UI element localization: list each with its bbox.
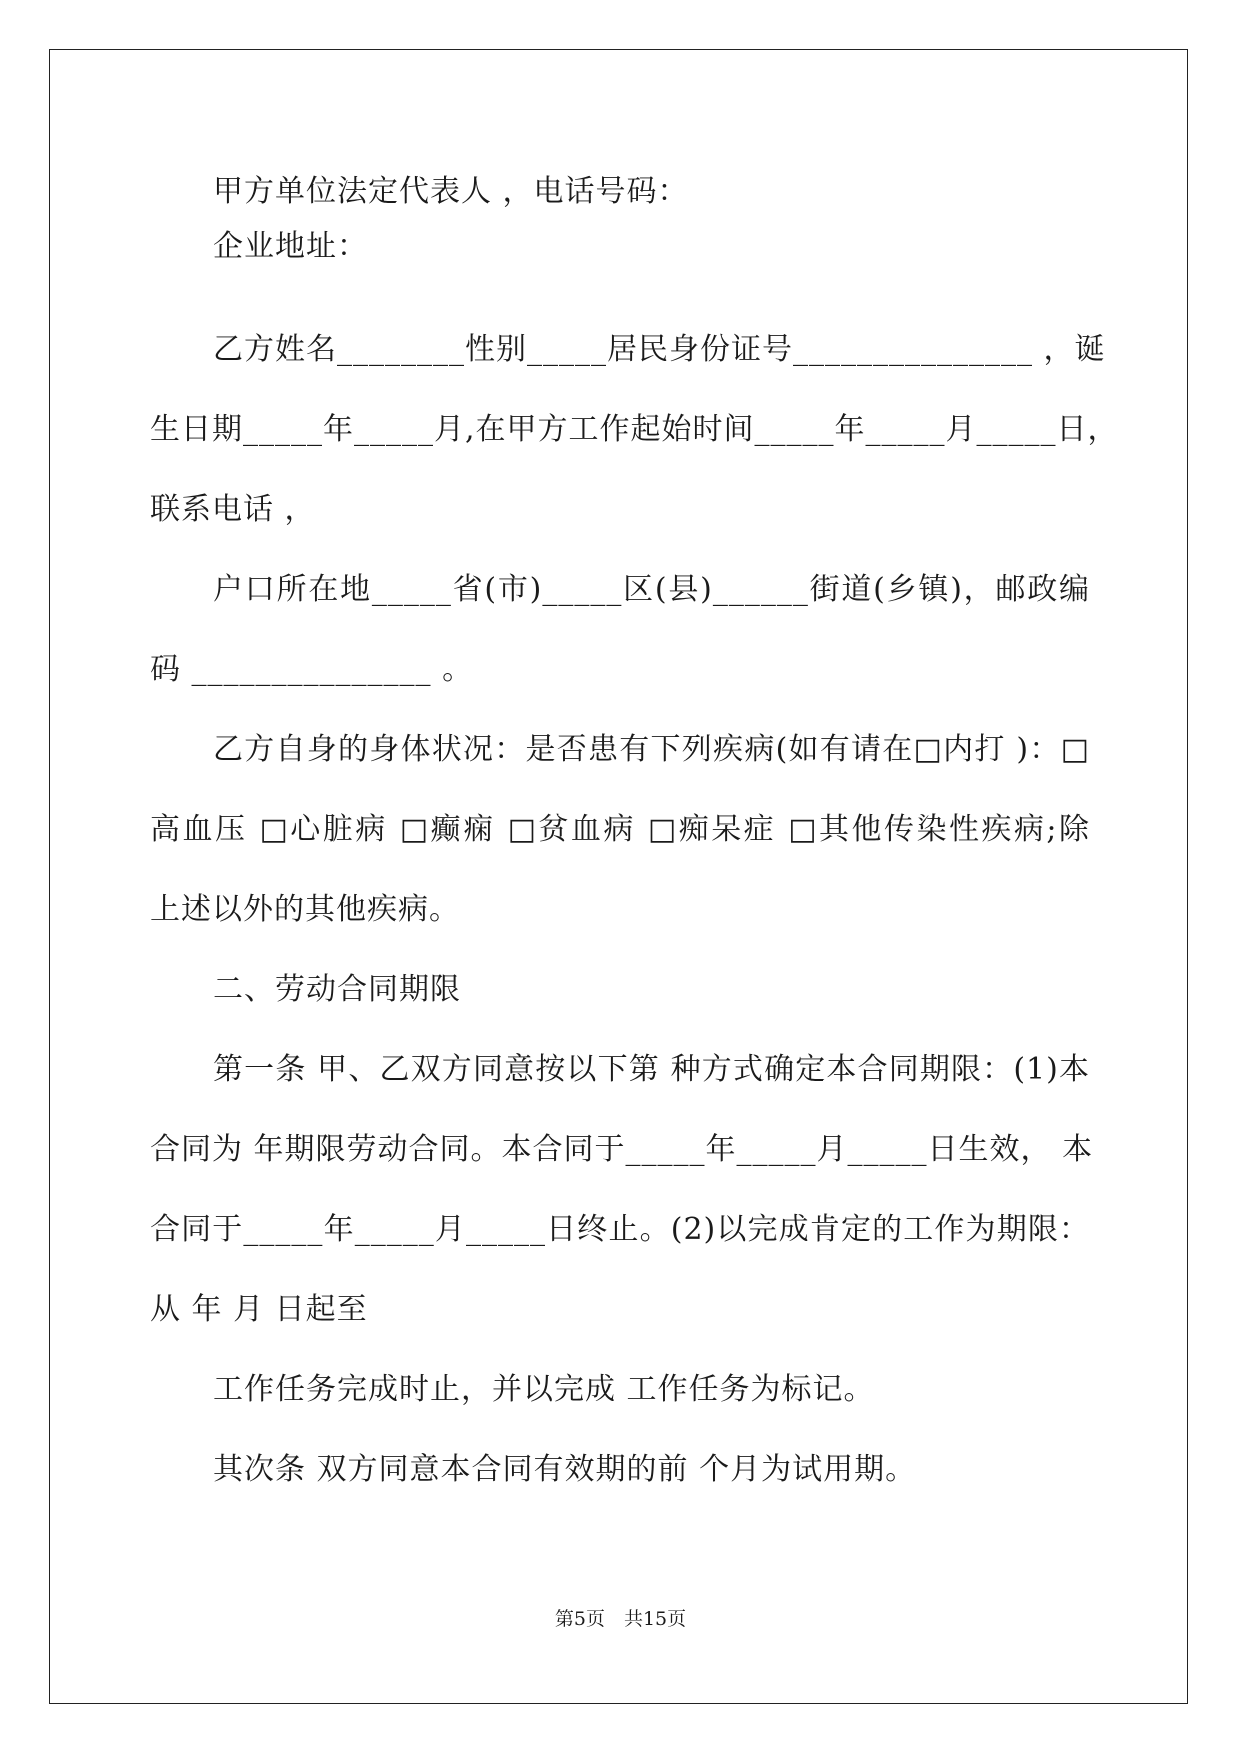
text-line-start-date: 从 年 月 日起至: [150, 1292, 368, 1327]
text-line-party-b-name: 乙方姓名________性别_____居民身份证号_______________ ，诞: [213, 332, 1106, 367]
page-number: 第5页 共15页: [554, 1608, 687, 1630]
text-line-postal-code: 码 _______________ 。: [150, 652, 474, 687]
section-heading-contract-term: 二、劳动合同期限: [213, 972, 461, 1007]
text-line-legal-rep: 甲方单位法定代表人 ，电话号码：: [213, 174, 689, 209]
text-line-birth-date: 生日期_____年_____月,在甲方工作起始时间_____年_____月_____日，: [150, 412, 1119, 447]
text-line-disease-options: 高血压 □心脏病 □癫痫 □贫血病 □痴呆症 □其他传染性疾病;除: [150, 812, 1090, 847]
text-line-contract-termination: 合同于_____年_____月_____日终止。(2)以完成肯定的工作为期限：: [150, 1212, 1090, 1247]
text-line-household-registration: 户口所在地_____省(市)_____区(县)______街道(乡镇)，邮政编: [213, 572, 1090, 607]
text-line-company-address: 企业地址：: [213, 229, 368, 264]
text-line-contact-phone: 联系电话 ，: [150, 492, 316, 527]
text-line-contract-effective: 合同为 年期限劳动合同。本合同于_____年_____月_____日生效， 本: [150, 1132, 1094, 1167]
text-line-article-1: 第一条 甲、乙双方同意按以下第 种方式确定本合同期限：(1)本: [213, 1052, 1090, 1087]
text-line-probation: 其次条 双方同意本合同有效期的前 个月为试用期。: [213, 1452, 917, 1487]
text-line-task-completion: 工作任务完成时止，并以完成 工作任务为标记。: [213, 1372, 875, 1407]
text-line-other-diseases: 上述以外的其他疾病。: [150, 892, 460, 927]
text-line-health-status: 乙方自身的身体状况：是否患有下列疾病(如有请在□内打 )：□: [213, 732, 1090, 767]
